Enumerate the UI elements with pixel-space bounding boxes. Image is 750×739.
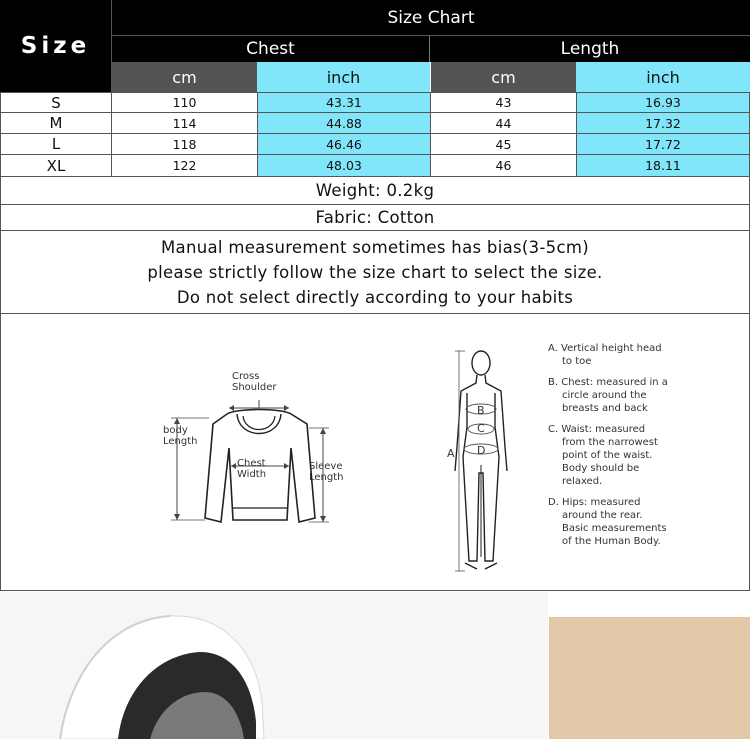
body-figure: [445, 347, 525, 577]
label-c: C: [477, 422, 485, 435]
measurement-legend: [548, 342, 668, 556]
chest-cm-cell: 110: [111, 92, 258, 113]
length-cm-cell: 43: [430, 92, 577, 113]
sleeve-length-label: Sleeve Length: [309, 461, 344, 483]
measurement-diagram: [0, 313, 750, 591]
note-line: please strictly follow the size chart to select the size.: [147, 262, 603, 282]
label-d: D: [477, 444, 486, 457]
label-b: B: [477, 404, 485, 417]
chest-inch-cell: 43.31: [257, 92, 431, 113]
label-a: A: [447, 447, 455, 460]
chest-cm-cell: 118: [111, 133, 258, 155]
product-photo-tan: [549, 617, 750, 739]
length-cm-cell: 44: [430, 112, 577, 134]
product-photo: [0, 592, 548, 739]
chest-inch-cell: 48.03: [257, 154, 431, 177]
length-cm-cell: 46: [430, 154, 577, 177]
length-inch-cell: 18.11: [576, 154, 750, 177]
legend-c: C. Waist: measured from the narrowest point of the waist. Body should be relaxed.: [548, 424, 658, 487]
chest-cm-header: cm: [112, 62, 257, 92]
chest-width-label: Chest Width: [237, 458, 267, 480]
chest-header: Chest: [112, 35, 430, 62]
length-inch-header: inch: [576, 62, 750, 92]
size-cell: XL: [0, 154, 112, 177]
length-inch-cell: 17.32: [576, 112, 750, 134]
length-header: Length: [430, 35, 750, 62]
legend-d: D. Hips: measured around the rear. Basic measurements of the Human Body.: [548, 497, 667, 547]
legend-b: B. Chest: measured in a circle around the breasts and back: [548, 377, 668, 414]
note-line: Do not select directly according to your habits: [176, 287, 574, 307]
model-hood-graphic: [0, 592, 548, 739]
size-cell: L: [0, 133, 112, 155]
measurement-note: [0, 230, 750, 314]
length-inch-cell: 16.93: [576, 92, 750, 113]
length-cm-header: cm: [430, 62, 576, 92]
size-cell: M: [0, 112, 112, 134]
size-cell: S: [0, 92, 112, 113]
chart-title: Size Chart: [112, 0, 750, 35]
length-cm-cell: 45: [430, 133, 577, 155]
legend-a: A. Vertical height head to toe: [548, 343, 662, 367]
weight-row: Weight: 0.2kg: [0, 176, 750, 205]
body-length-label: body Length: [163, 425, 198, 447]
chest-inch-cell: 46.46: [257, 133, 431, 155]
chest-cm-cell: 122: [111, 154, 258, 177]
cross-shoulder-label: Cross Shoulder: [232, 371, 277, 393]
size-header: Size: [0, 0, 112, 92]
length-inch-cell: 17.72: [576, 133, 750, 155]
chest-inch-cell: 44.88: [257, 112, 431, 134]
fabric-row: Fabric: Cotton: [0, 204, 750, 231]
chest-inch-header: inch: [257, 62, 430, 92]
note-line: Manual measurement sometimes has bias(3-5cm): [161, 237, 589, 257]
chest-cm-cell: 114: [111, 112, 258, 134]
